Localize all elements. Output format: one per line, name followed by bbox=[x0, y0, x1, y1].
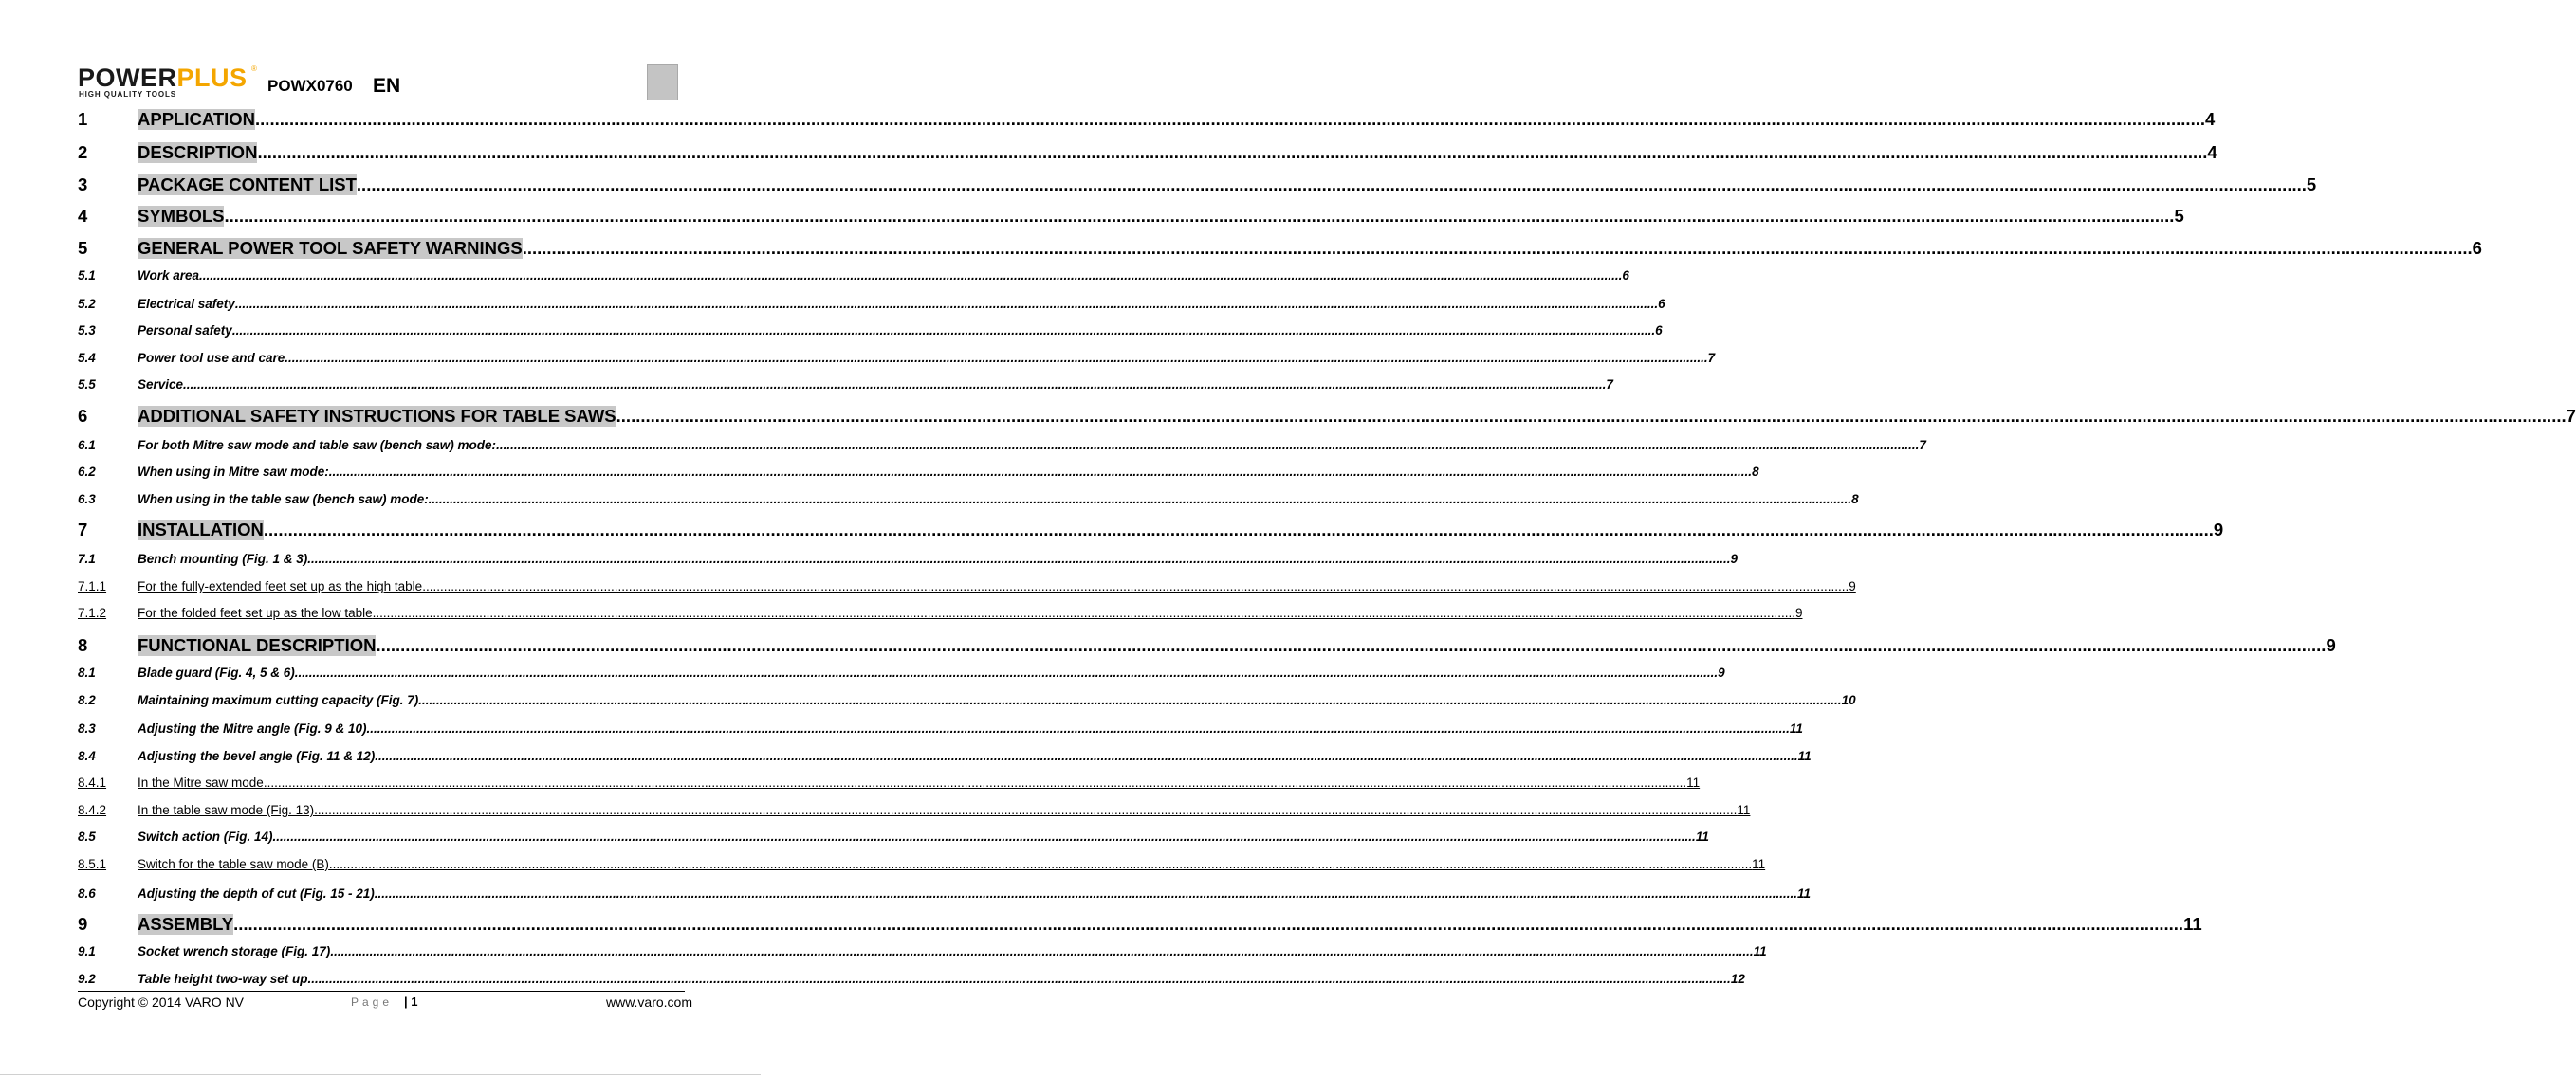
toc-entry-number: 9.2 bbox=[78, 972, 96, 986]
page-number-value: 1 bbox=[411, 995, 418, 1009]
toc-entry[interactable] bbox=[78, 944, 1767, 958]
toc-entry-title[interactable]: Adjusting the bevel angle (Fig. 11 & 12) bbox=[138, 749, 376, 763]
toc-entry-number: 5.5 bbox=[78, 377, 96, 392]
toc-entry[interactable] bbox=[78, 492, 1859, 506]
toc-entry-page: 7 bbox=[1606, 377, 1613, 392]
toc-dot-leader: ................................................................................................................................................................................................................................................................................................................................................................................................................ bbox=[366, 721, 1790, 736]
toc-entry-number: 5 bbox=[78, 238, 88, 258]
toc-entry-title[interactable]: PACKAGE CONTENT LIST bbox=[138, 174, 357, 194]
toc-entry-page: 6 bbox=[1658, 297, 1665, 311]
toc-entry-page: 5 bbox=[2306, 174, 2317, 194]
toc-dot-leader: ................................................................................................................................................................................................................................................................................................................................................................................................................ bbox=[328, 857, 1753, 871]
toc-entry-title[interactable]: When using in the table saw (bench saw) mode: bbox=[138, 492, 429, 506]
toc-dot-leader: ................................................................................................................................................................................................................................................................................................................................................................................................................ bbox=[425, 579, 1849, 593]
toc-entry-title[interactable]: Maintaining maximum cutting capacity (Fig. 7) bbox=[138, 693, 419, 707]
toc-entry[interactable] bbox=[78, 914, 2202, 935]
toc-entry-page: 11 bbox=[1789, 721, 1803, 736]
toc-entry[interactable] bbox=[78, 465, 1759, 479]
toc-entry-page: 11 bbox=[2183, 914, 2202, 934]
toc-entry-page: 11 bbox=[1752, 857, 1766, 871]
toc-entry-number: 7.1 bbox=[78, 552, 96, 566]
toc-entry-title[interactable]: INSTALLATION bbox=[138, 520, 264, 539]
toc-entry-title[interactable]: GENERAL POWER TOOL SAFETY WARNINGS bbox=[138, 238, 523, 258]
toc-dot-leader: ................................................................................................................................................................................................................................................................................................................................................................................................................ bbox=[372, 606, 1795, 620]
toc-entry-page: 11 bbox=[1753, 944, 1767, 958]
toc-entry[interactable] bbox=[78, 857, 1766, 871]
toc-entry[interactable] bbox=[78, 174, 2317, 195]
page-footer bbox=[78, 995, 694, 1013]
toc-entry-title[interactable]: Service bbox=[138, 377, 184, 392]
toc-entry-number: 8.4 bbox=[78, 749, 96, 763]
page-bottom-edge bbox=[0, 1074, 761, 1075]
toc-dot-leader: ................................................................................................................................................................................................................................................................................................................................................................................................................ bbox=[231, 323, 1656, 338]
toc-entry[interactable] bbox=[78, 351, 1716, 365]
toc-entry-title[interactable]: Switch for the table saw mode (B) bbox=[138, 857, 329, 871]
toc-dot-leader: ................................................................................................................................................................................................................................................................................................................................................................................................................ bbox=[376, 635, 2327, 655]
model-number: POWX0760 bbox=[267, 77, 353, 95]
toc-entry-page: 9 bbox=[1794, 606, 1803, 620]
toc-dot-leader: ................................................................................................................................................................................................................................................................................................................................................................................................................ bbox=[255, 109, 2205, 129]
toc-dot-leader: ................................................................................................................................................................................................................................................................................................................................................................................................................ bbox=[224, 206, 2175, 226]
toc-entry-page: 7 bbox=[1707, 351, 1716, 365]
toc-entry-page: 12 bbox=[1730, 972, 1745, 986]
page-header bbox=[78, 61, 685, 106]
toc-entry-number: 8.3 bbox=[78, 721, 96, 736]
toc-entry-page: 11 bbox=[1797, 886, 1812, 901]
toc-dot-leader: ................................................................................................................................................................................................................................................................................................................................................................................................................ bbox=[616, 406, 2567, 426]
toc-entry[interactable] bbox=[78, 297, 1665, 311]
toc-entry[interactable] bbox=[78, 552, 1739, 566]
copyright-text: Copyright © 2014 VARO NV bbox=[78, 995, 245, 1010]
toc-entry-title[interactable]: For both Mitre saw mode and table saw (bench saw) mode: bbox=[138, 438, 497, 452]
toc-entry-title[interactable]: For the folded feet set up as the low table bbox=[138, 606, 373, 620]
toc-entry-title[interactable]: FUNCTIONAL DESCRIPTION bbox=[138, 635, 377, 655]
toc-entry-number: 7.1.1 bbox=[78, 579, 107, 593]
toc-dot-leader: ................................................................................................................................................................................................................................................................................................................................................................................................................ bbox=[307, 972, 1731, 986]
toc-entry-page: 7 bbox=[1919, 438, 1926, 452]
toc-dot-leader: ................................................................................................................................................................................................................................................................................................................................................................................................................ bbox=[375, 749, 1798, 763]
toc-entry-page: 9 bbox=[2213, 520, 2224, 539]
toc-entry[interactable] bbox=[78, 406, 2576, 427]
toc-entry[interactable] bbox=[78, 721, 1803, 736]
toc-dot-leader: ................................................................................................................................................................................................................................................................................................................................................................................................................ bbox=[418, 693, 1842, 707]
toc-entry[interactable] bbox=[78, 520, 2224, 540]
toc-entry-number: 7.1.2 bbox=[78, 606, 107, 620]
toc-dot-leader: ................................................................................................................................................................................................................................................................................................................................................................................................................ bbox=[496, 438, 1920, 452]
toc-entry-title[interactable]: ADDITIONAL SAFETY INSTRUCTIONS FOR TABLE SAWS bbox=[138, 406, 616, 426]
toc-entry-number: 6 bbox=[78, 406, 88, 426]
toc-entry[interactable] bbox=[78, 830, 1709, 844]
toc-entry[interactable] bbox=[78, 635, 2336, 656]
website-link[interactable]: www.varo.com bbox=[605, 995, 692, 1010]
toc-entry-number: 9 bbox=[78, 914, 88, 934]
toc-entry[interactable] bbox=[78, 749, 1812, 763]
toc-dot-leader: ................................................................................................................................................................................................................................................................................................................................................................................................................ bbox=[307, 552, 1731, 566]
toc-entry-number: 7 bbox=[78, 520, 88, 539]
toc-entry-number: 6.2 bbox=[78, 465, 96, 479]
toc-entry-page: 9 bbox=[2326, 635, 2336, 655]
language-code: EN bbox=[373, 75, 401, 97]
toc-entry-number: 8 bbox=[78, 635, 88, 655]
toc-entry-page: 9 bbox=[1730, 552, 1739, 566]
toc-entry-page: 7 bbox=[2566, 406, 2576, 426]
toc-entry-number: 8.1 bbox=[78, 666, 96, 680]
toc-entry[interactable] bbox=[78, 579, 1856, 593]
toc-entry-page: 4 bbox=[2205, 109, 2216, 129]
toc-dot-leader: ................................................................................................................................................................................................................................................................................................................................................................................................................ bbox=[428, 492, 1852, 506]
toc-entry[interactable] bbox=[78, 323, 1663, 338]
toc-entry-number: 1 bbox=[78, 109, 88, 129]
toc-dot-leader: ................................................................................................................................................................................................................................................................................................................................................................................................................ bbox=[328, 465, 1753, 479]
toc-entry-title[interactable]: For the fully-extended feet set up as the high table. bbox=[138, 579, 426, 593]
toc-entry[interactable] bbox=[78, 972, 1745, 986]
toc-entry-number: 8.5 bbox=[78, 830, 96, 844]
toc-entry[interactable] bbox=[78, 606, 1803, 620]
page-number bbox=[404, 995, 418, 1009]
logo-registered-mark: ® bbox=[251, 64, 257, 73]
page-separator: | bbox=[404, 995, 408, 1009]
toc-entry-page: 5 bbox=[2174, 206, 2184, 226]
toc-entry-title[interactable]: Table height two-way set up bbox=[138, 972, 308, 986]
page-label: Page bbox=[351, 995, 394, 1009]
toc-entry-title[interactable]: In the Mitre saw mode bbox=[138, 776, 264, 790]
toc-dot-leader: ................................................................................................................................................................................................................................................................................................................................................................................................................ bbox=[314, 803, 1738, 817]
toc-entry-title[interactable]: Electrical safety bbox=[138, 297, 235, 311]
toc-dot-leader: ................................................................................................................................................................................................................................................................................................................................................................................................................ bbox=[285, 351, 1708, 365]
toc-entry[interactable] bbox=[78, 109, 2216, 130]
toc-entry-title[interactable]: SYMBOLS bbox=[138, 206, 225, 226]
toc-entry-title[interactable]: Power tool use and care bbox=[138, 351, 285, 365]
toc-entry-number: 5.3 bbox=[78, 323, 96, 338]
toc-entry-number: 5.2 bbox=[78, 297, 96, 311]
toc-entry-page: 6 bbox=[2472, 238, 2482, 258]
logo-plus: PLUS bbox=[176, 64, 248, 92]
toc-entry[interactable] bbox=[78, 438, 1926, 452]
toc-entry-number: 3 bbox=[78, 174, 88, 194]
toc-entry-title[interactable]: Work area bbox=[138, 268, 200, 283]
toc-entry-number: 8.4.2 bbox=[78, 803, 107, 817]
toc-entry-title[interactable]: Personal safety bbox=[138, 323, 232, 338]
footer-divider bbox=[78, 991, 685, 992]
toc-entry[interactable] bbox=[78, 238, 2482, 259]
toc-entry-page: 11 bbox=[1797, 749, 1812, 763]
toc-entry-title[interactable]: APPLICATION bbox=[138, 109, 256, 129]
toc-dot-leader: ................................................................................................................................................................................................................................................................................................................................................................................................................ bbox=[263, 776, 1687, 790]
toc-entry[interactable] bbox=[78, 803, 1751, 817]
toc-entry-title[interactable]: When using in Mitre saw mode: bbox=[138, 465, 329, 479]
toc-entry-page: 8 bbox=[1851, 492, 1859, 506]
toc-entry-page: 6 bbox=[1655, 323, 1663, 338]
toc-entry[interactable] bbox=[78, 776, 1701, 790]
toc-entry-page: 4 bbox=[2207, 142, 2217, 162]
toc-entry-title[interactable]: Switch action (Fig. 14) bbox=[138, 830, 273, 844]
toc-entry-number: 6.1 bbox=[78, 438, 96, 452]
toc-entry-title[interactable]: Adjusting the Mitre angle (Fig. 9 & 10) bbox=[138, 721, 367, 736]
toc-entry-title[interactable]: DESCRIPTION bbox=[138, 142, 258, 162]
toc-entry[interactable] bbox=[78, 268, 1629, 283]
toc-entry-title[interactable]: Blade guard (Fig. 4, 5 & 6) bbox=[138, 666, 295, 680]
toc-dot-leader: ................................................................................................................................................................................................................................................................................................................................................................................................................ bbox=[183, 377, 1607, 392]
toc-entry-number: 5.4 bbox=[78, 351, 96, 365]
toc-entry[interactable] bbox=[78, 206, 2184, 227]
toc-entry-title[interactable]: Bench mounting (Fig. 1 & 3) bbox=[138, 552, 308, 566]
toc-dot-leader: ................................................................................................................................................................................................................................................................................................................................................................................................................ bbox=[330, 944, 1754, 958]
toc-dot-leader: ................................................................................................................................................................................................................................................................................................................................................................................................................ bbox=[263, 520, 2214, 539]
toc-entry[interactable] bbox=[78, 693, 1856, 707]
toc-entry[interactable] bbox=[78, 666, 1725, 680]
toc-entry-number: 8.4.1 bbox=[78, 776, 107, 790]
toc-entry-title[interactable]: ASSEMBLY bbox=[138, 914, 234, 934]
toc-entry[interactable] bbox=[78, 886, 1812, 901]
toc-entry[interactable] bbox=[78, 377, 1613, 392]
toc-entry-page: 6 bbox=[1622, 268, 1629, 283]
toc-entry-title[interactable]: Adjusting the depth of cut (Fig. 15 - 21) bbox=[138, 886, 375, 901]
logo-tagline: HIGH QUALITY TOOLS bbox=[79, 90, 177, 99]
toc-dot-leader: ................................................................................................................................................................................................................................................................................................................................................................................................................ bbox=[272, 830, 1696, 844]
toc-entry-page: 8 bbox=[1752, 465, 1759, 479]
toc-entry-number: 8.5.1 bbox=[78, 857, 107, 871]
toc-entry-number: 6.3 bbox=[78, 492, 96, 506]
toc-dot-leader: ................................................................................................................................................................................................................................................................................................................................................................................................................ bbox=[233, 914, 2184, 934]
toc-entry-page: 11 bbox=[1737, 803, 1751, 817]
toc-dot-leader: ................................................................................................................................................................................................................................................................................................................................................................................................................ bbox=[356, 174, 2307, 194]
toc-entry-number: 8.2 bbox=[78, 693, 96, 707]
toc-dot-leader: ................................................................................................................................................................................................................................................................................................................................................................................................................ bbox=[234, 297, 1659, 311]
toc-dot-leader: ................................................................................................................................................................................................................................................................................................................................................................................................................ bbox=[199, 268, 1623, 283]
toc-dot-leader: ................................................................................................................................................................................................................................................................................................................................................................................................................ bbox=[294, 666, 1719, 680]
toc-entry-title[interactable]: Socket wrench storage (Fig. 17) bbox=[138, 944, 331, 958]
toc-entry-title[interactable]: In the table saw mode (Fig. 13) bbox=[138, 803, 315, 817]
powerplus-logo bbox=[78, 64, 258, 99]
toc-entry-number: 8.6 bbox=[78, 886, 96, 901]
logo-wordmark bbox=[78, 64, 248, 91]
toc-dot-leader: ................................................................................................................................................................................................................................................................................................................................................................................................................ bbox=[257, 142, 2208, 162]
toc-dot-leader: ................................................................................................................................................................................................................................................................................................................................................................................................................ bbox=[374, 886, 1798, 901]
toc-entry-page: 11 bbox=[1695, 830, 1709, 844]
toc-entry-page: 9 bbox=[1849, 579, 1856, 593]
toc-entry[interactable] bbox=[78, 142, 2217, 163]
toc-entry-number: 4 bbox=[78, 206, 88, 226]
toc-dot-leader: ................................................................................................................................................................................................................................................................................................................................................................................................................ bbox=[522, 238, 2473, 258]
toc-entry-page: 11 bbox=[1686, 776, 1701, 790]
logo-power: POWER bbox=[78, 64, 177, 92]
language-tab-marker bbox=[647, 64, 678, 100]
toc-entry-number: 2 bbox=[78, 142, 88, 162]
toc-entry-page: 9 bbox=[1718, 666, 1725, 680]
toc-entry-page: 10 bbox=[1841, 693, 1856, 707]
toc-entry-number: 9.1 bbox=[78, 944, 96, 958]
toc-entry-number: 5.1 bbox=[78, 268, 96, 283]
